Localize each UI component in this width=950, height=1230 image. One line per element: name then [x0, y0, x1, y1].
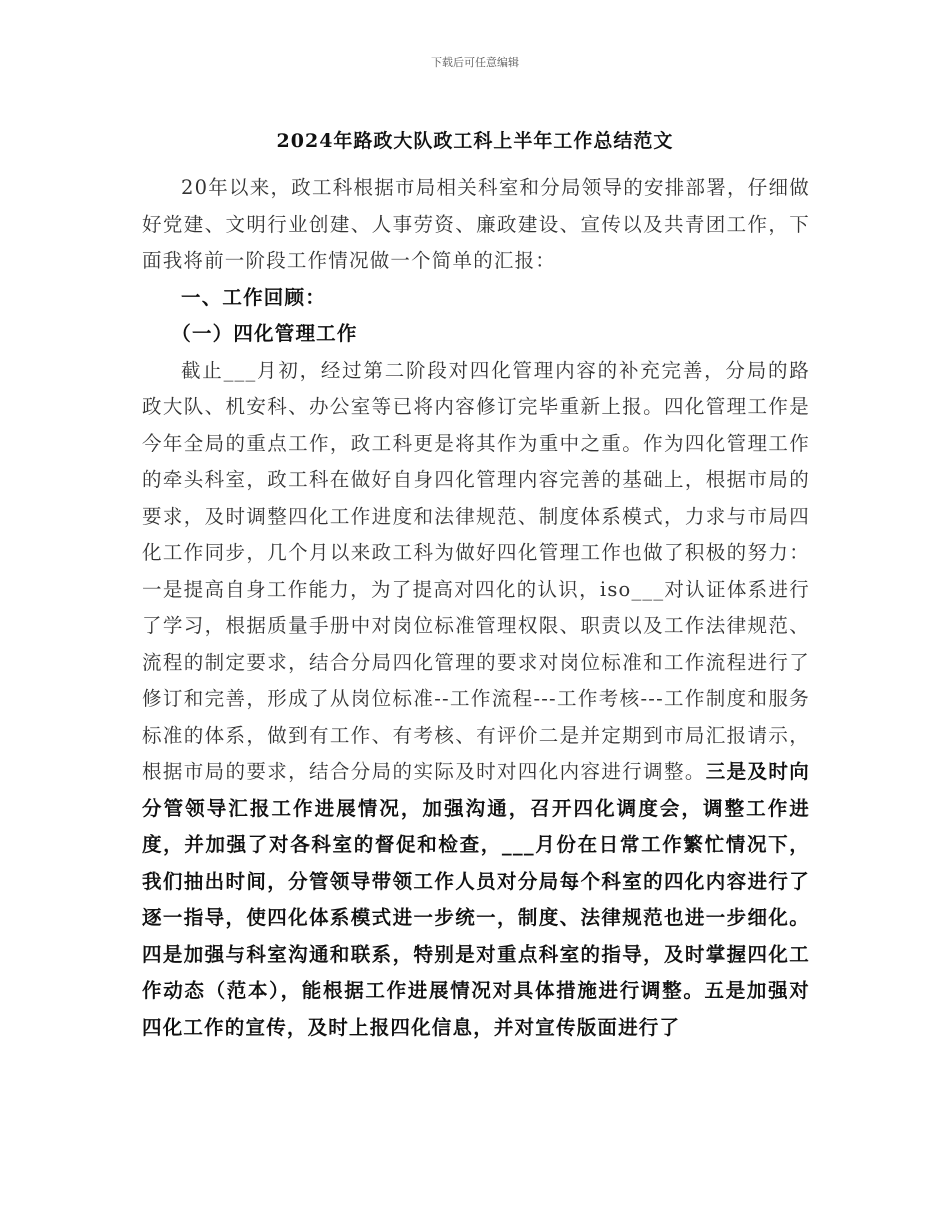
- intro-paragraph: 20年以来，政工科根据市局相关科室和分局领导的安排部署，仔细做好党建、文明行业创建、人事劳资、廉政建设、宣传以及共青团工作，下面我将前一阶段工作情况做一个简单的汇报：: [142, 176, 810, 272]
- header-note: 下载后可任意编辑: [431, 56, 519, 69]
- main-paragraph-normal: 截止___月初，经过第二阶段对四化管理内容的补充完善，分局的路政大队、机安科、办公室等已将内容修订完毕重新上报。四化管理工作是今年全局的重点工作，政工科更是将其作为重中之重。作为四化管理工作的牵头科室，政工科在做好自身四化管理内容完善的基础上，根据市局的要求，及时调整四化工作进度和法律规范、制度体系模式，力求与市局四化工作同步，几个月以来政工科为做好四化管理工作也做了积极的努力：一是提高自身工作能力，为了提高对四化的认识，iso___对认证体系进行了学习，根据质量手册中对岗位标准管理权限、职责以及工作法律规范、流程的制定要求，结合分局四化管理的要求对岗位标准和工作流程进行了修订和完善，形成了从岗位标准--工作流程---工作考核---工作制度和服务标准的体系，做到有工作、有考核、有评价二是并定期到市局汇报请示，根据市局的要求，结合分局的实际及时对四化内容进行调整。: [142, 358, 810, 783]
- document-body: [142, 170, 810, 1046]
- subsection-heading: （一）四化管理工作: [171, 322, 358, 345]
- document-title: 2024年路政大队政工科上半年工作总结范文: [276, 130, 674, 152]
- section-heading: 一、工作回顾：: [181, 285, 326, 309]
- main-paragraph: [142, 353, 810, 1047]
- main-paragraph-bold: 三是及时向分管领导汇报工作进展情况，加强沟通，召开四化调度会，调整工作进度，并加强了对各科室的督促和检查，___月份在日常工作繁忙情况下，我们抽出时间，分管领导带领工作人员对分局每个科室的四化内容进行了逐一指导，使四化体系模式进一步统一，制度、法律规范也进一步细化。四是加强与科室沟通和联系，特别是对重点科室的指导，及时掌握四化工作动态（范本），能根据工作进展情况对具体措施进行调整。五是加强对四化工作的宣传，及时上报四化信息，并对宣传版面进行了: [142, 760, 810, 1039]
